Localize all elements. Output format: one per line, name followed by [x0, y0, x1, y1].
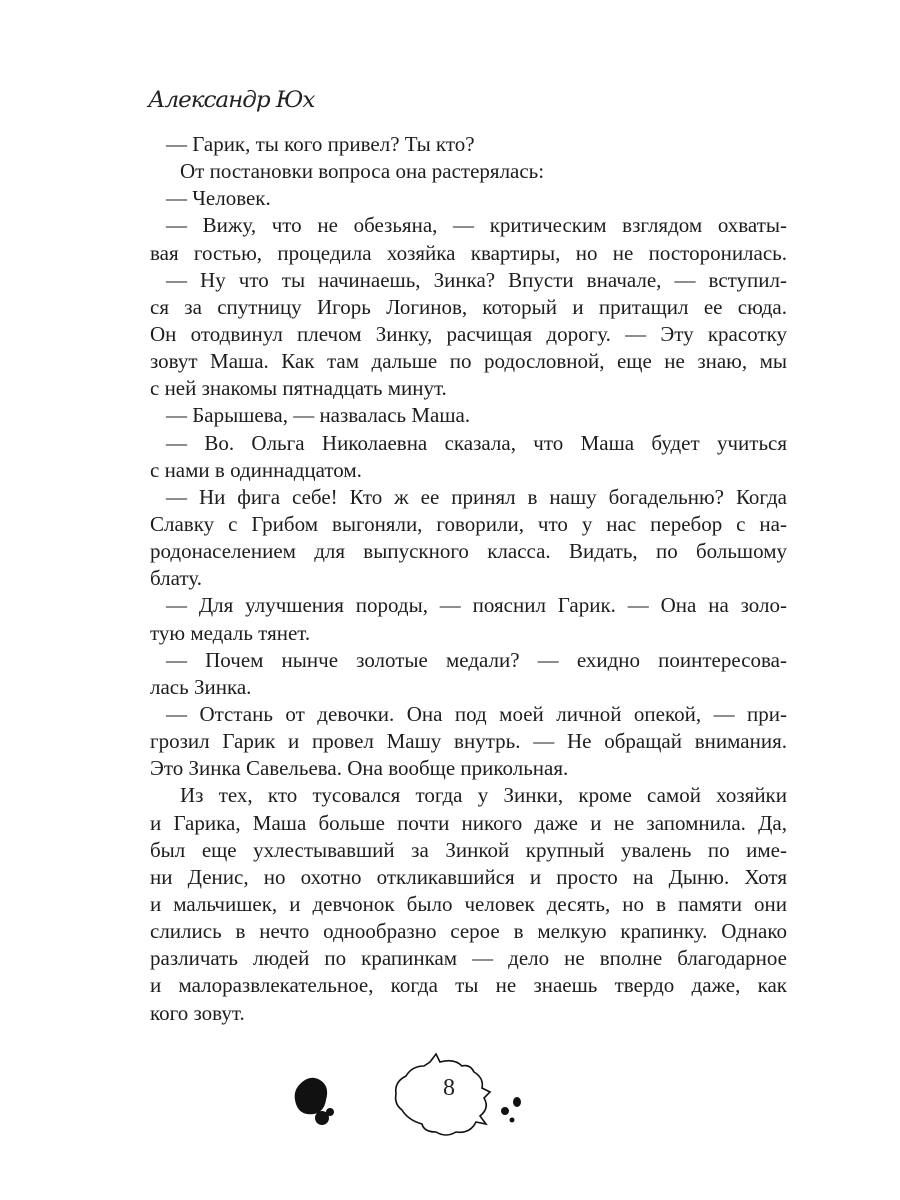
text-line: — Отстань от девочки. Она под моей личной опекой, — при-: [166, 701, 787, 726]
text-line: — Во. Ольга Николаевна сказала, что Маша будет учиться: [166, 430, 787, 455]
text-line: Это Зинка Савельева. Она вообще прикольная.: [150, 756, 569, 781]
text-line: и Гарика, Маша больше почти никого даже и не запомнила. Да,: [150, 810, 787, 835]
page-number: 8: [443, 1075, 455, 1101]
text-line: блату.: [150, 566, 202, 591]
body-text: [150, 131, 787, 1027]
author-signature: Александр Юх: [148, 88, 315, 113]
text-line: был еще ухлестывавший за Зинкой крупный увалень по име-: [150, 837, 787, 862]
text-line: Славку с Грибом выгоняли, говорили, что у нас перебор с на-: [150, 511, 787, 536]
text-line: — Гарик, ты кого привел? Ты кто?: [166, 132, 475, 156]
text-line: кого зовут.: [150, 1000, 245, 1025]
text-line: — Почем нынче золотые медали? — ехидно поинтересова-: [166, 647, 787, 672]
text-line: лась Зинка.: [150, 674, 252, 699]
text-line: тую медаль тянет.: [150, 620, 311, 645]
text-line: зовут Маша. Как там дальше по родословной, еще не знаю, мы: [150, 349, 787, 374]
text-line: с нами в одиннадцатом.: [150, 457, 362, 482]
text-line: — Человек.: [166, 186, 271, 211]
text-line: — Вижу, что не обезьяна, — критическим взглядом охваты-: [166, 213, 787, 238]
text-line: ни Денис, но охотно откликавшийся и просто на Дыню. Хотя: [150, 864, 787, 889]
left-ink-blot-icon: [295, 1078, 334, 1125]
text-line: родонаселением для выпускного класса. Видать, по большому: [150, 539, 787, 564]
text-line: Из тех, кто тусовался тогда у Зинки, кроме самой хозяйки: [180, 783, 787, 808]
text-line: различать людей по крапинкам — дело не вполне благодарное: [150, 946, 787, 971]
text-line: — Для улучшения породы, — пояснил Гарик. — Она на золо-: [166, 593, 787, 618]
page-number-blot-icon: [396, 1054, 521, 1135]
text-line: слились в нечто однообразно серое в мелкую крапинку. Однако: [150, 919, 787, 944]
text-line: с ней знакомы пятнадцать минут.: [150, 376, 447, 401]
text-line: ся за спутницу Игорь Логинов, который и притащил ее сюда.: [150, 294, 787, 319]
text-line: вая гостью, процедила хозяйка квартиры, но не посторонилась.: [150, 240, 787, 265]
text-line: Он отодвинул плечом Зинку, расчищая дорогу. — Эту красотку: [150, 321, 787, 346]
text-line: От постановки вопроса она растерялась:: [180, 159, 545, 184]
text-line: грозил Гарик и провел Машу внутрь. — Не обращай внимания.: [150, 729, 787, 754]
text-line: — Барышева, — назвалась Маша.: [166, 403, 471, 428]
text-line: и малоразвлекательное, когда ты не знаешь твердо даже, как: [150, 973, 787, 998]
text-line: и мальчишек, и девчонок было человек десять, но в памяти они: [150, 891, 787, 916]
text-line: — Ни фига себе! Кто ж ее принял в нашу богадельню? Когда: [166, 484, 787, 509]
text-line: — Ну что ты начинаешь, Зинка? Впусти вначале, — вступил-: [166, 267, 787, 292]
